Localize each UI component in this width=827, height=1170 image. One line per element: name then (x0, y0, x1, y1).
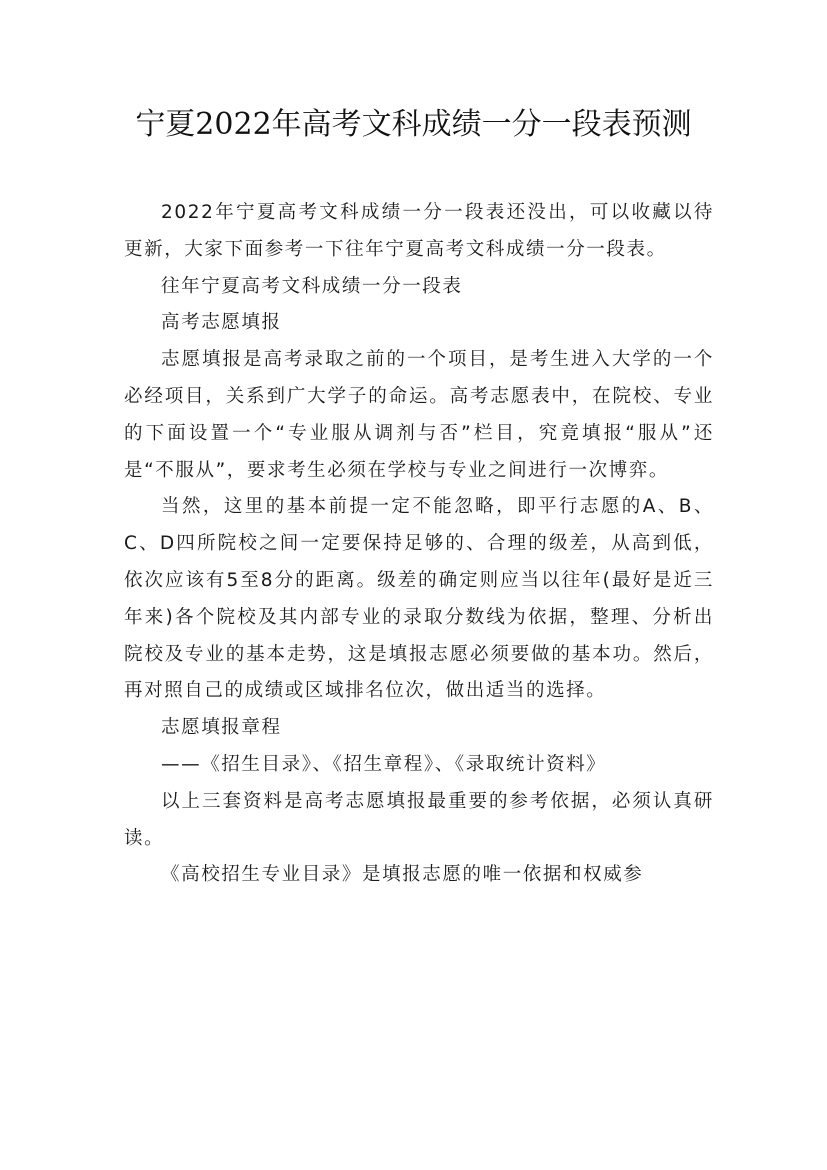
paragraph-intro: 2022年宁夏高考文科成绩一分一段表还没出，可以收藏以待更新，大家下面参考一下往年宁夏高考文科成绩一分一段表。 (124, 202, 714, 260)
paragraph-score-gap: 当然，这里的基本前提一定不能忽略，即平行志愿的A、B、C、D四所院校之间一定要保持足够的、合理的级差，从高到低，依次应该有5至8分的距离。级差的确定则应当以往年(最好是近三年来)各个院校及其内部专业的录取分数线为依据，整理、分析出院校及专业的基本走势，这是填报志愿必须要做的基本功。然后，再对照自己的成绩或区域排名位次，做出适当的选择。 (124, 496, 714, 702)
paragraph-materials-note: 以上三套资料是高考志愿填报最重要的参考依据，必须认真研读。 (124, 790, 714, 849)
paragraph-section-heading: 高考志愿填报 (161, 312, 282, 334)
paragraph-catalog: 《高校招生专业目录》是填报志愿的唯一依据和权威参 (161, 864, 644, 886)
document-title: 宁夏2022年高考文科成绩一分一段表预测 (135, 107, 692, 142)
paragraph-volunteer-intro: 志愿填报是高考录取之前的一个项目，是考生进入大学的一个必经项目，关系到广大学子的命运。高考志愿表中，在院校、专业的下面设置一个“专业服从调剂与否”栏目，究竟填报“服从”还是“不服从”，要求考生必须在学校与专业之间进行一次博弈。 (124, 349, 714, 481)
paragraph-rules-heading: 志愿填报章程 (161, 717, 282, 739)
paragraph-table-heading: 往年宁夏高考文科成绩一分一段表 (161, 275, 463, 297)
paragraph-materials: ——《招生目录》、《招生章程》、《录取统计资料》 (161, 753, 607, 775)
document-body (124, 195, 714, 894)
